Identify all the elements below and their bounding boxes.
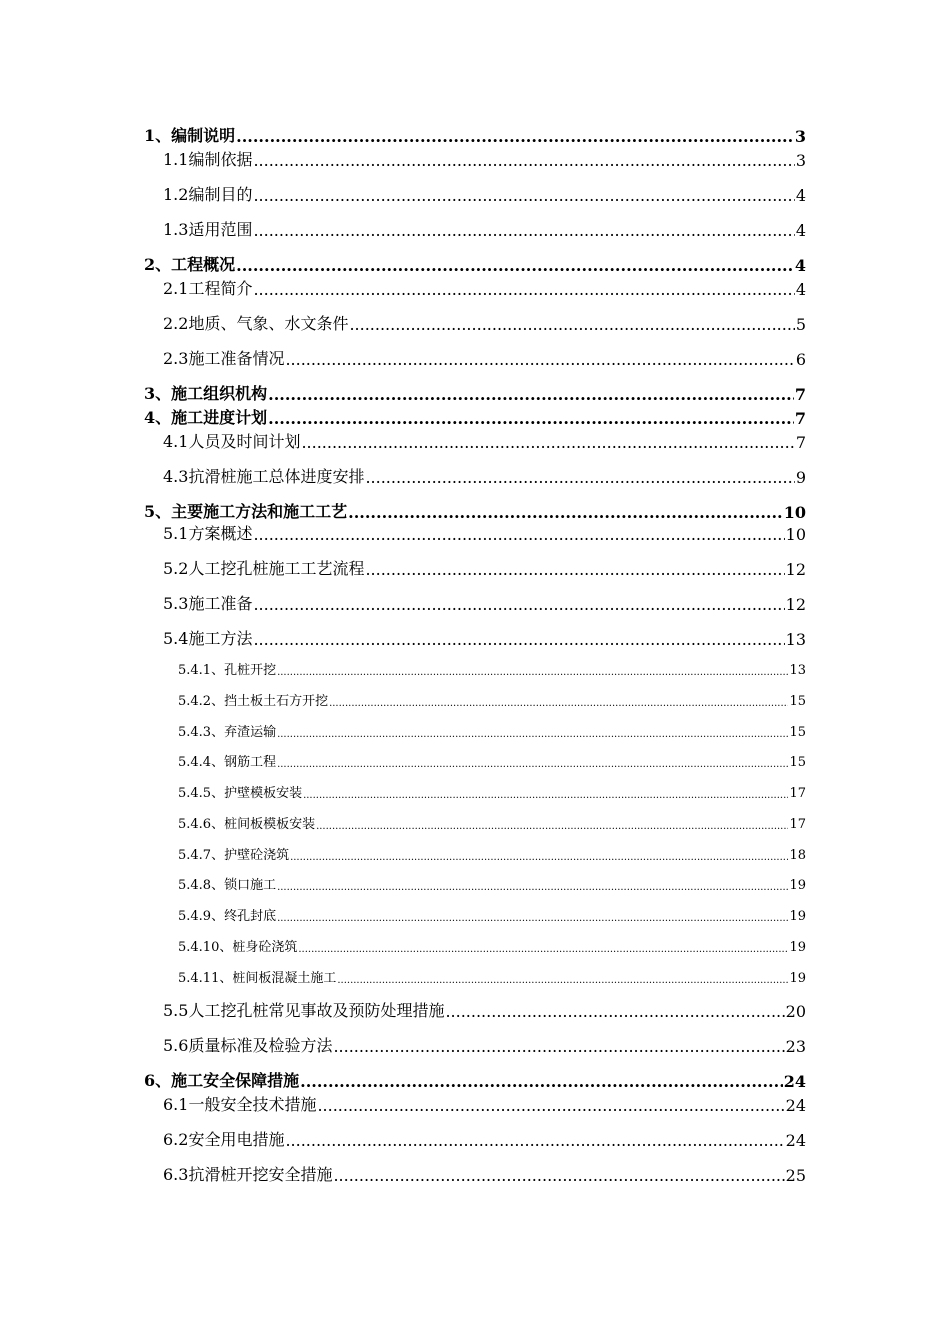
toc-dot-leader: [253, 221, 794, 240]
toc-entry-level2[interactable]: [163, 428, 806, 452]
toc-entry-page-number: 19: [789, 940, 806, 955]
toc-entry-title: 5.4.11、桩间板混凝土施工: [178, 971, 337, 986]
toc-entry-title: 3、施工组织机构: [144, 384, 268, 403]
toc-dot-leader: [268, 385, 794, 404]
toc-entry-level3[interactable]: [178, 843, 806, 863]
toc-entry-page-number: 7: [794, 409, 806, 428]
toc-dot-leader: [253, 280, 794, 299]
toc-entry-level2[interactable]: [163, 310, 806, 334]
toc-dot-leader: [333, 1166, 784, 1185]
toc-entry-title: 1.1编制依据: [163, 150, 253, 169]
toc-entry-level2[interactable]: [163, 275, 806, 299]
toc-dot-leader: [277, 882, 788, 893]
toc-dot-leader: [277, 667, 788, 678]
toc-entry-level2[interactable]: [163, 1126, 806, 1150]
toc-entry-level1[interactable]: [144, 251, 806, 275]
toc-entry-page-number: 6: [795, 350, 806, 369]
toc-entry-level3[interactable]: [178, 904, 806, 924]
toc-dot-leader: [277, 913, 788, 924]
toc-entry-page-number: 4: [795, 186, 806, 205]
toc-entry-title: 4、施工进度计划: [144, 408, 268, 427]
toc-entry-level3[interactable]: [178, 966, 806, 986]
toc-entry-page-number: 4: [794, 256, 806, 275]
toc-entry-title: 5.4.8、锁口施工: [178, 878, 277, 893]
toc-entry-level1[interactable]: [144, 1067, 806, 1091]
toc-entry-page-number: 17: [789, 817, 806, 832]
toc-entry-title: 5.5人工挖孔桩常见事故及预防处理措施: [163, 1001, 445, 1020]
toc-entry-page-number: 5: [795, 315, 806, 334]
toc-entry-page-number: 15: [789, 755, 806, 770]
toc-entry-title: 2.3施工准备情况: [163, 349, 285, 368]
toc-entry-page-number: 19: [789, 878, 806, 893]
toc-entry-page-number: 3: [794, 127, 806, 146]
toc-dot-leader: [298, 944, 788, 955]
toc-dot-leader: [301, 433, 794, 452]
toc-entry-level3[interactable]: [178, 812, 806, 832]
toc-entry-level1[interactable]: [144, 498, 806, 522]
toc-entry-level1[interactable]: [144, 380, 806, 404]
toc-entry-level2[interactable]: [163, 1091, 806, 1115]
toc-entry-page-number: 19: [789, 971, 806, 986]
toc-entry-title: 1、编制说明: [144, 126, 236, 145]
toc-entry-title: 5.1方案概述: [163, 524, 253, 543]
toc-entry-title: 6.3抗滑桩开挖安全措施: [163, 1165, 333, 1184]
toc-entry-page-number: 15: [789, 725, 806, 740]
toc-entry-title: 5.4.1、孔桩开挖: [178, 663, 277, 678]
toc-dot-leader: [300, 1072, 783, 1091]
toc-entry-page-number: 4: [795, 221, 806, 240]
toc-dot-leader: [365, 560, 784, 579]
toc-dot-leader: [303, 790, 788, 801]
toc-entry-page-number: 19: [789, 909, 806, 924]
toc-entry-level3[interactable]: [178, 935, 806, 955]
toc-dot-leader: [290, 852, 788, 863]
toc-entry-title: 5.3施工准备: [163, 594, 253, 613]
toc-entry-level3[interactable]: [178, 750, 806, 770]
toc-entry-title: 5.4.3、弃渣运输: [178, 725, 277, 740]
toc-entry-title: 6、施工安全保障措施: [144, 1071, 300, 1090]
toc-dot-leader: [236, 256, 794, 275]
toc-dot-leader: [285, 350, 794, 369]
toc-entry-level2[interactable]: [163, 181, 806, 205]
toc-dot-leader: [253, 525, 784, 544]
toc-dot-leader: [253, 151, 794, 170]
toc-entry-page-number: 24: [785, 1096, 806, 1115]
toc-dot-leader: [277, 729, 788, 740]
toc-entry-title: 5.4.5、护壁模板安装: [178, 786, 303, 801]
toc-entry-title: 5.4施工方法: [163, 629, 253, 648]
toc-entry-level2[interactable]: [163, 216, 806, 240]
toc-entry-title: 5.4.7、护壁砼浇筑: [178, 848, 290, 863]
toc-entry-title: 2、工程概况: [144, 255, 236, 274]
toc-dot-leader: [277, 759, 788, 770]
toc-entry-level2[interactable]: [163, 1161, 806, 1185]
toc-entry-level3[interactable]: [178, 689, 806, 709]
toc-entry-page-number: 12: [785, 595, 806, 614]
toc-entry-level2[interactable]: [163, 345, 806, 369]
toc-dot-leader: [365, 468, 794, 487]
toc-entry-level2[interactable]: [163, 1032, 806, 1056]
toc-entry-page-number: 25: [785, 1166, 806, 1185]
toc-entry-page-number: 20: [785, 1002, 806, 1021]
toc-entry-page-number: 4: [795, 280, 806, 299]
toc-entry-page-number: 12: [785, 560, 806, 579]
toc-entry-title: 2.2地质、气象、水文条件: [163, 314, 349, 333]
toc-entry-title: 5.2人工挖孔桩施工工艺流程: [163, 559, 365, 578]
toc-dot-leader: [317, 1096, 784, 1115]
toc-entry-title: 1.3适用范围: [163, 220, 253, 239]
toc-dot-leader: [329, 698, 788, 709]
toc-dot-leader: [253, 186, 794, 205]
toc-entry-title: 4.3抗滑桩施工总体进度安排: [163, 467, 365, 486]
toc-entry-page-number: 24: [783, 1072, 806, 1091]
toc-dot-leader: [268, 409, 794, 428]
toc-entry-level3[interactable]: [178, 658, 806, 678]
toc-dot-leader: [253, 595, 784, 614]
toc-dot-leader: [333, 1037, 784, 1056]
toc-dot-leader: [236, 127, 794, 146]
toc-entry-title: 6.2安全用电措施: [163, 1130, 285, 1149]
toc-entry-page-number: 7: [795, 433, 806, 452]
toc-entry-page-number: 23: [785, 1037, 806, 1056]
toc-entry-page-number: 13: [789, 663, 806, 678]
toc-dot-leader: [316, 821, 788, 832]
toc-entry-title: 6.1一般安全技术措施: [163, 1095, 317, 1114]
toc-entry-title: 5.6质量标准及检验方法: [163, 1036, 333, 1055]
toc-entry-level2[interactable]: [163, 146, 806, 170]
toc-entry-level2[interactable]: [163, 590, 806, 614]
toc-entry-page-number: 7: [794, 385, 806, 404]
toc-entry-level2[interactable]: [163, 463, 806, 487]
toc-entry-title: 5.4.6、桩间板模板安装: [178, 817, 316, 832]
toc-entry-title: 2.1工程简介: [163, 279, 253, 298]
toc-dot-leader: [253, 630, 784, 649]
toc-entry-page-number: 15: [789, 694, 806, 709]
toc-entry-title: 5、主要施工方法和施工工艺: [144, 502, 348, 521]
toc-entry-level1[interactable]: [144, 404, 806, 428]
toc-entry-title: 5.4.9、终孔封底: [178, 909, 277, 924]
toc-entry-page-number: 24: [785, 1131, 806, 1150]
toc-dot-leader: [445, 1002, 784, 1021]
toc-entry-page-number: 17: [789, 786, 806, 801]
toc-entry-page-number: 3: [795, 151, 806, 170]
toc-entry-title: 5.4.10、桩身砼浇筑: [178, 940, 298, 955]
toc-entry-level2[interactable]: [163, 625, 806, 649]
toc-dot-leader: [285, 1131, 784, 1150]
toc-dot-leader: [337, 975, 788, 986]
toc-entry-level2[interactable]: [163, 555, 806, 579]
toc-entry-title: 4.1人员及时间计划: [163, 432, 301, 451]
toc-dot-leader: [349, 315, 794, 334]
toc-entry-level2[interactable]: [163, 997, 806, 1021]
toc-entry-page-number: 9: [795, 468, 806, 487]
toc-entry-title: 5.4.2、挡土板土石方开挖: [178, 694, 329, 709]
toc-entry-title: 1.2编制目的: [163, 185, 253, 204]
toc-entry-page-number: 10: [783, 503, 806, 522]
toc-entry-level3[interactable]: [178, 781, 806, 801]
toc-entry-page-number: 18: [789, 848, 806, 863]
toc-entry-page-number: 13: [785, 630, 806, 649]
toc-entry-page-number: 10: [785, 525, 806, 544]
toc-entry-level2[interactable]: [163, 520, 806, 544]
toc-entry-level3[interactable]: [178, 873, 806, 893]
toc-entry-title: 5.4.4、钢筋工程: [178, 755, 277, 770]
toc-entry-level3[interactable]: [178, 720, 806, 740]
toc-entry-level1[interactable]: [144, 122, 806, 146]
